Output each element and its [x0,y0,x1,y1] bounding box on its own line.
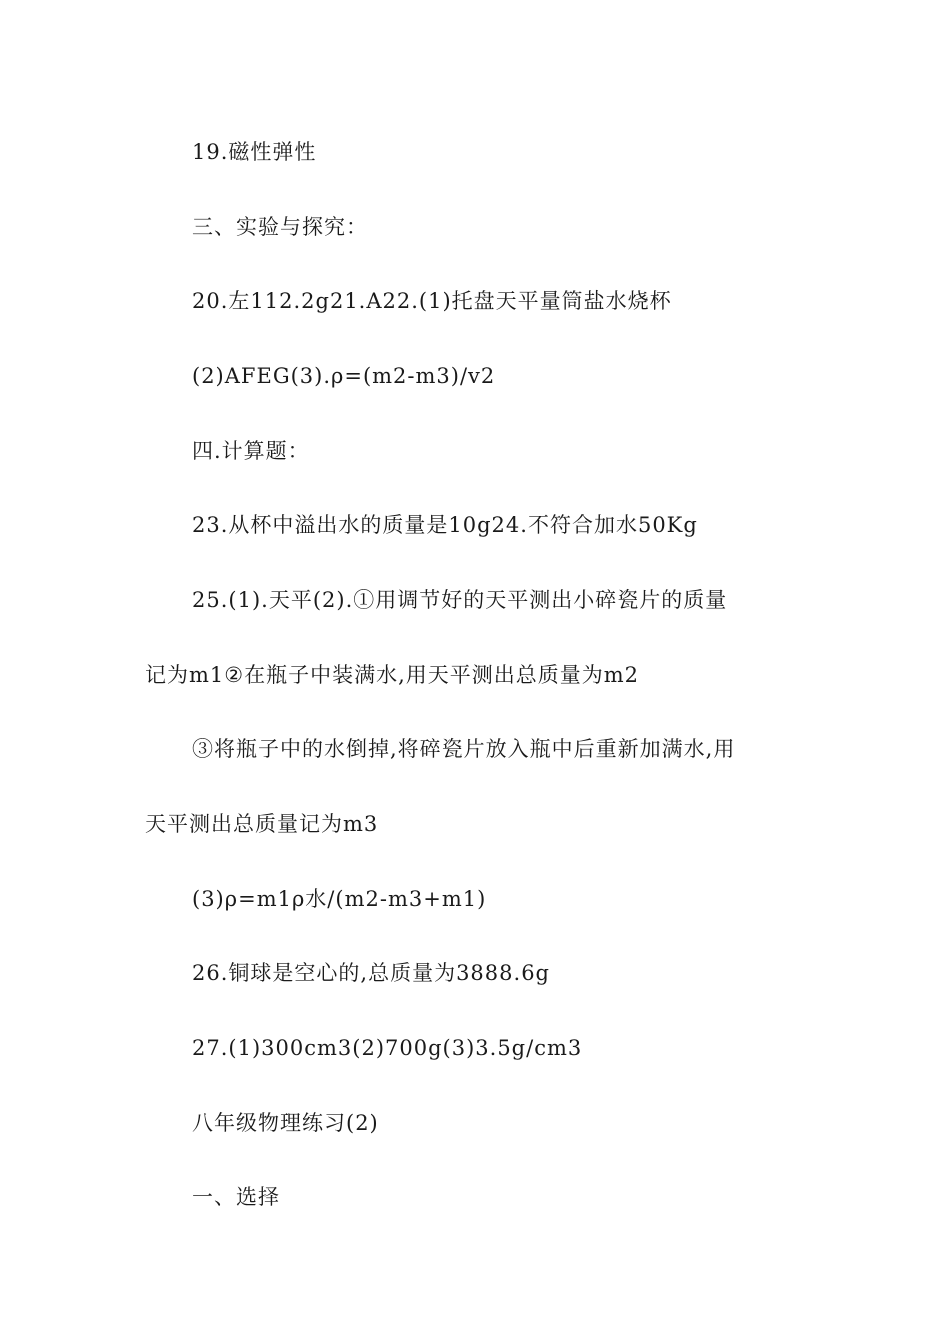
answer-line-23-24: 23.从杯中溢出水的质量是10g24.不符合加水50Kg [192,513,698,537]
answer-line-25-formula: (3)ρ=m1ρ水/(m2-m3+m1) [192,887,487,911]
answer-line-19: 19.磁性弹性 [192,140,317,164]
answer-line-20-22: 20.左112.2g21.A22.(1)托盘天平量筒盐水烧杯 [192,289,672,313]
answer-line-27: 27.(1)300cm3(2)700g(3)3.5g/cm3 [192,1036,583,1060]
answer-line-25-step3-wrap: 天平测出总质量记为m3 [145,812,379,836]
answer-line-26: 26.铜球是空心的,总质量为3888.6g [192,961,550,985]
answer-line-25-step3: ③将瓶子中的水倒掉,将碎瓷片放入瓶中后重新加满水,用 [192,737,736,761]
exercise-title: 八年级物理练习(2) [192,1111,379,1135]
answer-line-22-continued: (2)AFEG(3).ρ=(m2-m3)/v2 [192,364,496,388]
answer-line-25: 25.(1).天平(2).①用调节好的天平测出小碎瓷片的质量 [192,588,728,612]
section-heading-experiment: 三、实验与探究： [192,215,368,239]
answer-line-25-wrap: 记为m1②在瓶子中装满水,用天平测出总质量为m2 [145,663,640,687]
section-heading-calculation: 四.计算题： [192,439,310,463]
section-heading-choice: 一、选择 [192,1185,280,1209]
